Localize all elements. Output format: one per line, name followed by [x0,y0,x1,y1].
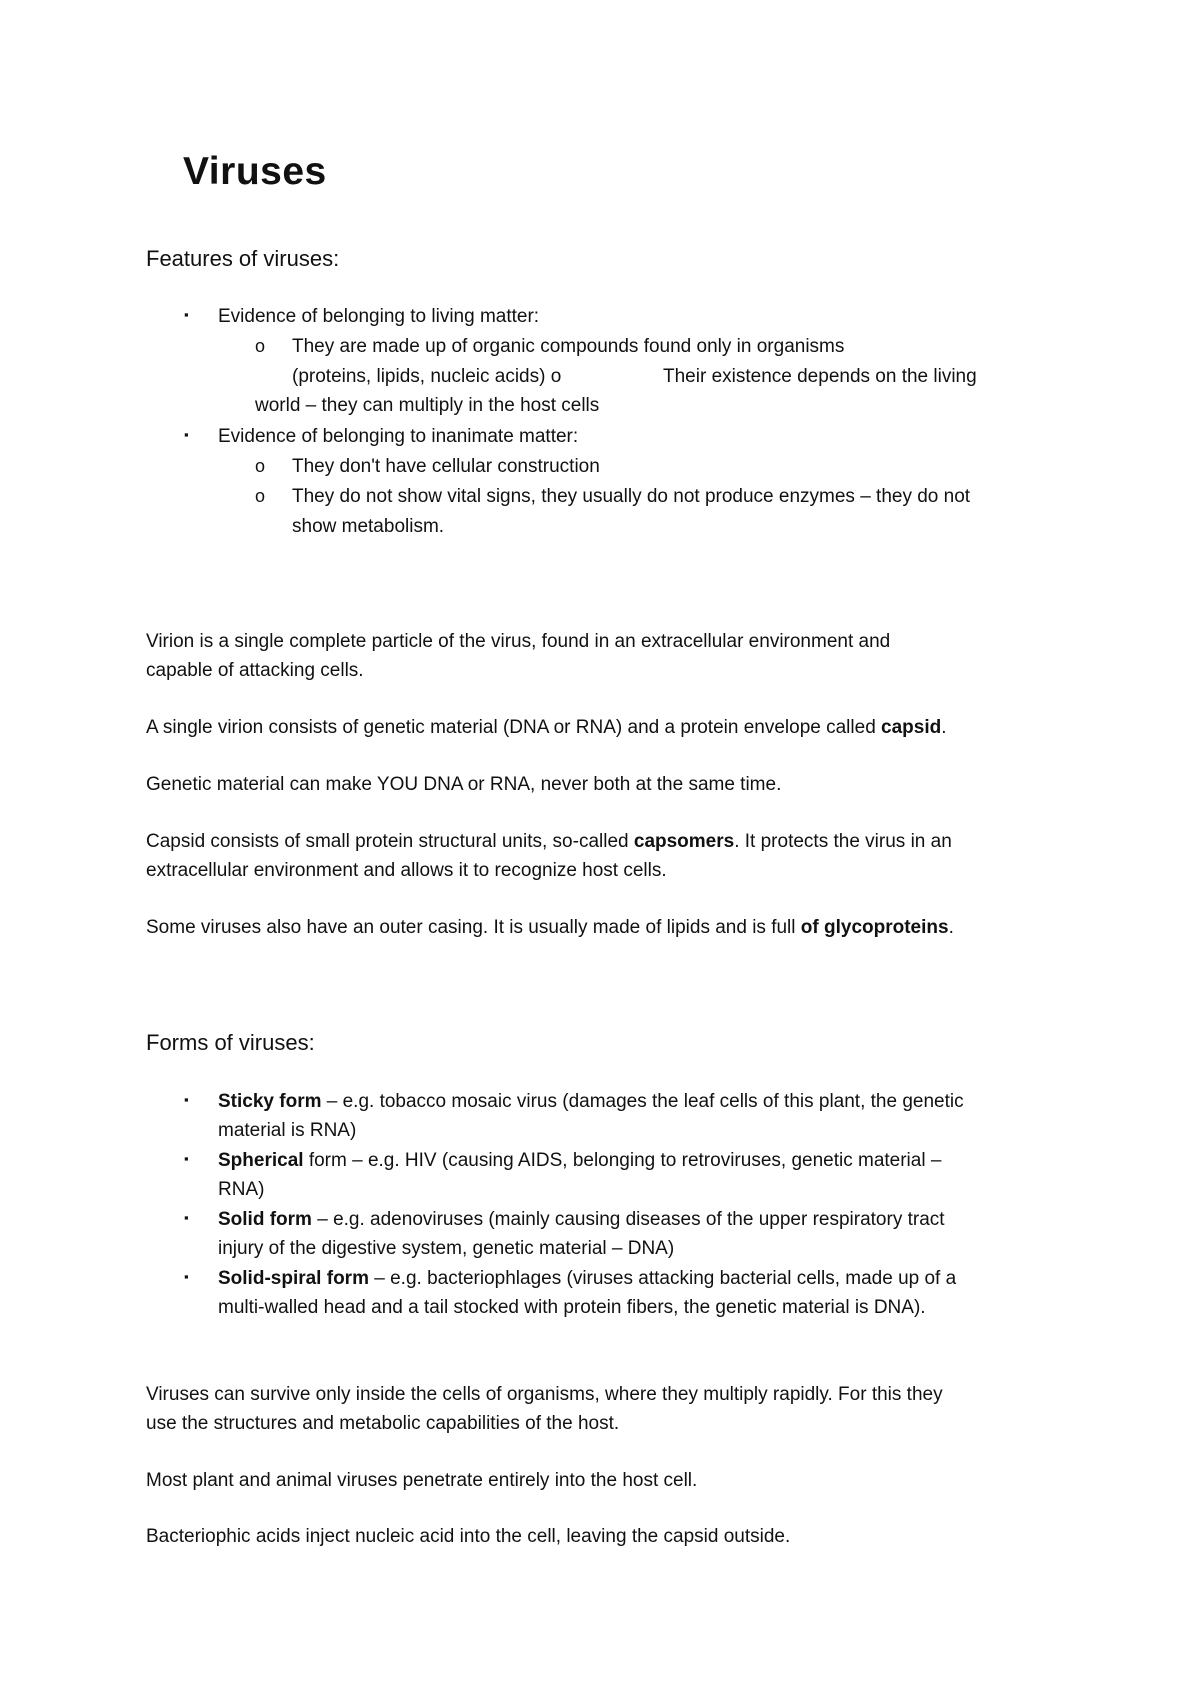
single-virion-paragraph [146,713,947,742]
casing-text: Some viruses also have an outer casing. It is usually made of lipids and is full [146,917,801,938]
capsid-paragraph-line2: extracellular environment and allows it to recognize host cells. [146,860,667,881]
form-item-line2: multi-walled head and a tail stocked with protein fibers, the genetic material is DNA). [218,1297,926,1318]
inanimate-sub2-line2: show metabolism. [292,516,445,537]
single-virion-end: . [941,717,947,738]
sub-bullet-marker: o [255,456,266,476]
form-name: Solid-spiral form [218,1268,369,1289]
bullet-marker: ▪ [184,1151,189,1166]
form-name: Sticky form [218,1091,322,1112]
forms-heading: Forms of viruses: [146,1030,315,1055]
form-item-line1 [218,1264,956,1293]
form-desc: form – e.g. HIV (causing AIDS, belonging to retroviruses, genetic material – [303,1150,942,1171]
form-desc: – e.g. bacteriophlages (viruses attacking bacterial cells, made up of a [368,1268,957,1289]
virion-paragraph-line1: Virion is a single complete particle of the virus, found in an extracellular environment and [146,631,891,652]
penetrate-paragraph: Most plant and animal viruses penetrate entirely into the host cell. [146,1470,698,1491]
form-item-line1 [218,1146,941,1175]
inanimate-evidence-label: Evidence of belonging to inanimate matter: [218,426,579,447]
living-sub1-line1: They are made up of organic compounds found only in organisms [292,336,845,357]
survive-paragraph-line1: Viruses can survive only inside the cells of organisms, where they multiply rapidly. For this they [146,1384,943,1405]
features-heading: Features of viruses: [146,246,340,271]
capsid-paragraph-line1 [146,827,952,856]
form-item-line2: material is RNA) [218,1120,357,1141]
sub-bullet-marker: o [255,336,266,356]
living-sub1-line2a: (proteins, lipids, nucleic acids) o [292,366,562,387]
form-item-line2: injury of the digestive system, genetic material – DNA) [218,1238,675,1259]
capsid-text-end: . It protects the virus in an [734,831,952,852]
capsid-text: Capsid consists of small protein structural units, so-called [146,831,634,852]
living-sub1-line3: world – they can multiply in the host cells [255,395,600,416]
bullet-marker: ▪ [184,1210,189,1225]
form-desc: – e.g. adenoviruses (mainly causing diseases of the upper respiratory tract [311,1209,945,1230]
form-desc: – e.g. tobacco mosaic virus (damages the leaf cells of this plant, the genetic [321,1091,964,1112]
casing-end: . [948,917,954,938]
inject-paragraph: Bacteriophic acids inject nucleic acid into the cell, leaving the capsid outside. [146,1526,791,1547]
sub-bullet-marker: o [255,486,266,506]
form-item-line1 [218,1087,964,1116]
virion-paragraph-line2: capable of attacking cells. [146,660,364,681]
page-title: Viruses [183,150,327,193]
form-item-line1 [218,1205,945,1234]
single-virion-text: A single virion consists of genetic material (DNA or RNA) and a protein envelope called [146,717,882,738]
casing-paragraph [146,913,954,942]
capsid-term: capsid [881,717,942,738]
genetic-material-paragraph: Genetic material can make YOU DNA or RNA, never both at the same time. [146,774,782,795]
glycoproteins-term: of glycoproteins [800,917,949,938]
living-sub1-line2b: Their existence depends on the living [663,366,977,387]
form-name: Solid form [218,1209,312,1230]
inanimate-sub2-line1: They do not show vital signs, they usually do not produce enzymes – they do not [292,486,971,507]
bullet-marker: ▪ [184,307,189,322]
bullet-marker: ▪ [184,1269,189,1284]
bullet-marker: ▪ [184,427,189,442]
bullet-marker: ▪ [184,1092,189,1107]
form-name: Spherical [218,1150,304,1171]
form-item-line2: RNA) [218,1179,265,1200]
survive-paragraph-line2: use the structures and metabolic capabilities of the host. [146,1413,620,1434]
inanimate-sub1: They don't have cellular construction [292,456,600,477]
capsomers-term: capsomers [633,831,735,852]
living-evidence-label: Evidence of belonging to living matter: [218,306,540,327]
